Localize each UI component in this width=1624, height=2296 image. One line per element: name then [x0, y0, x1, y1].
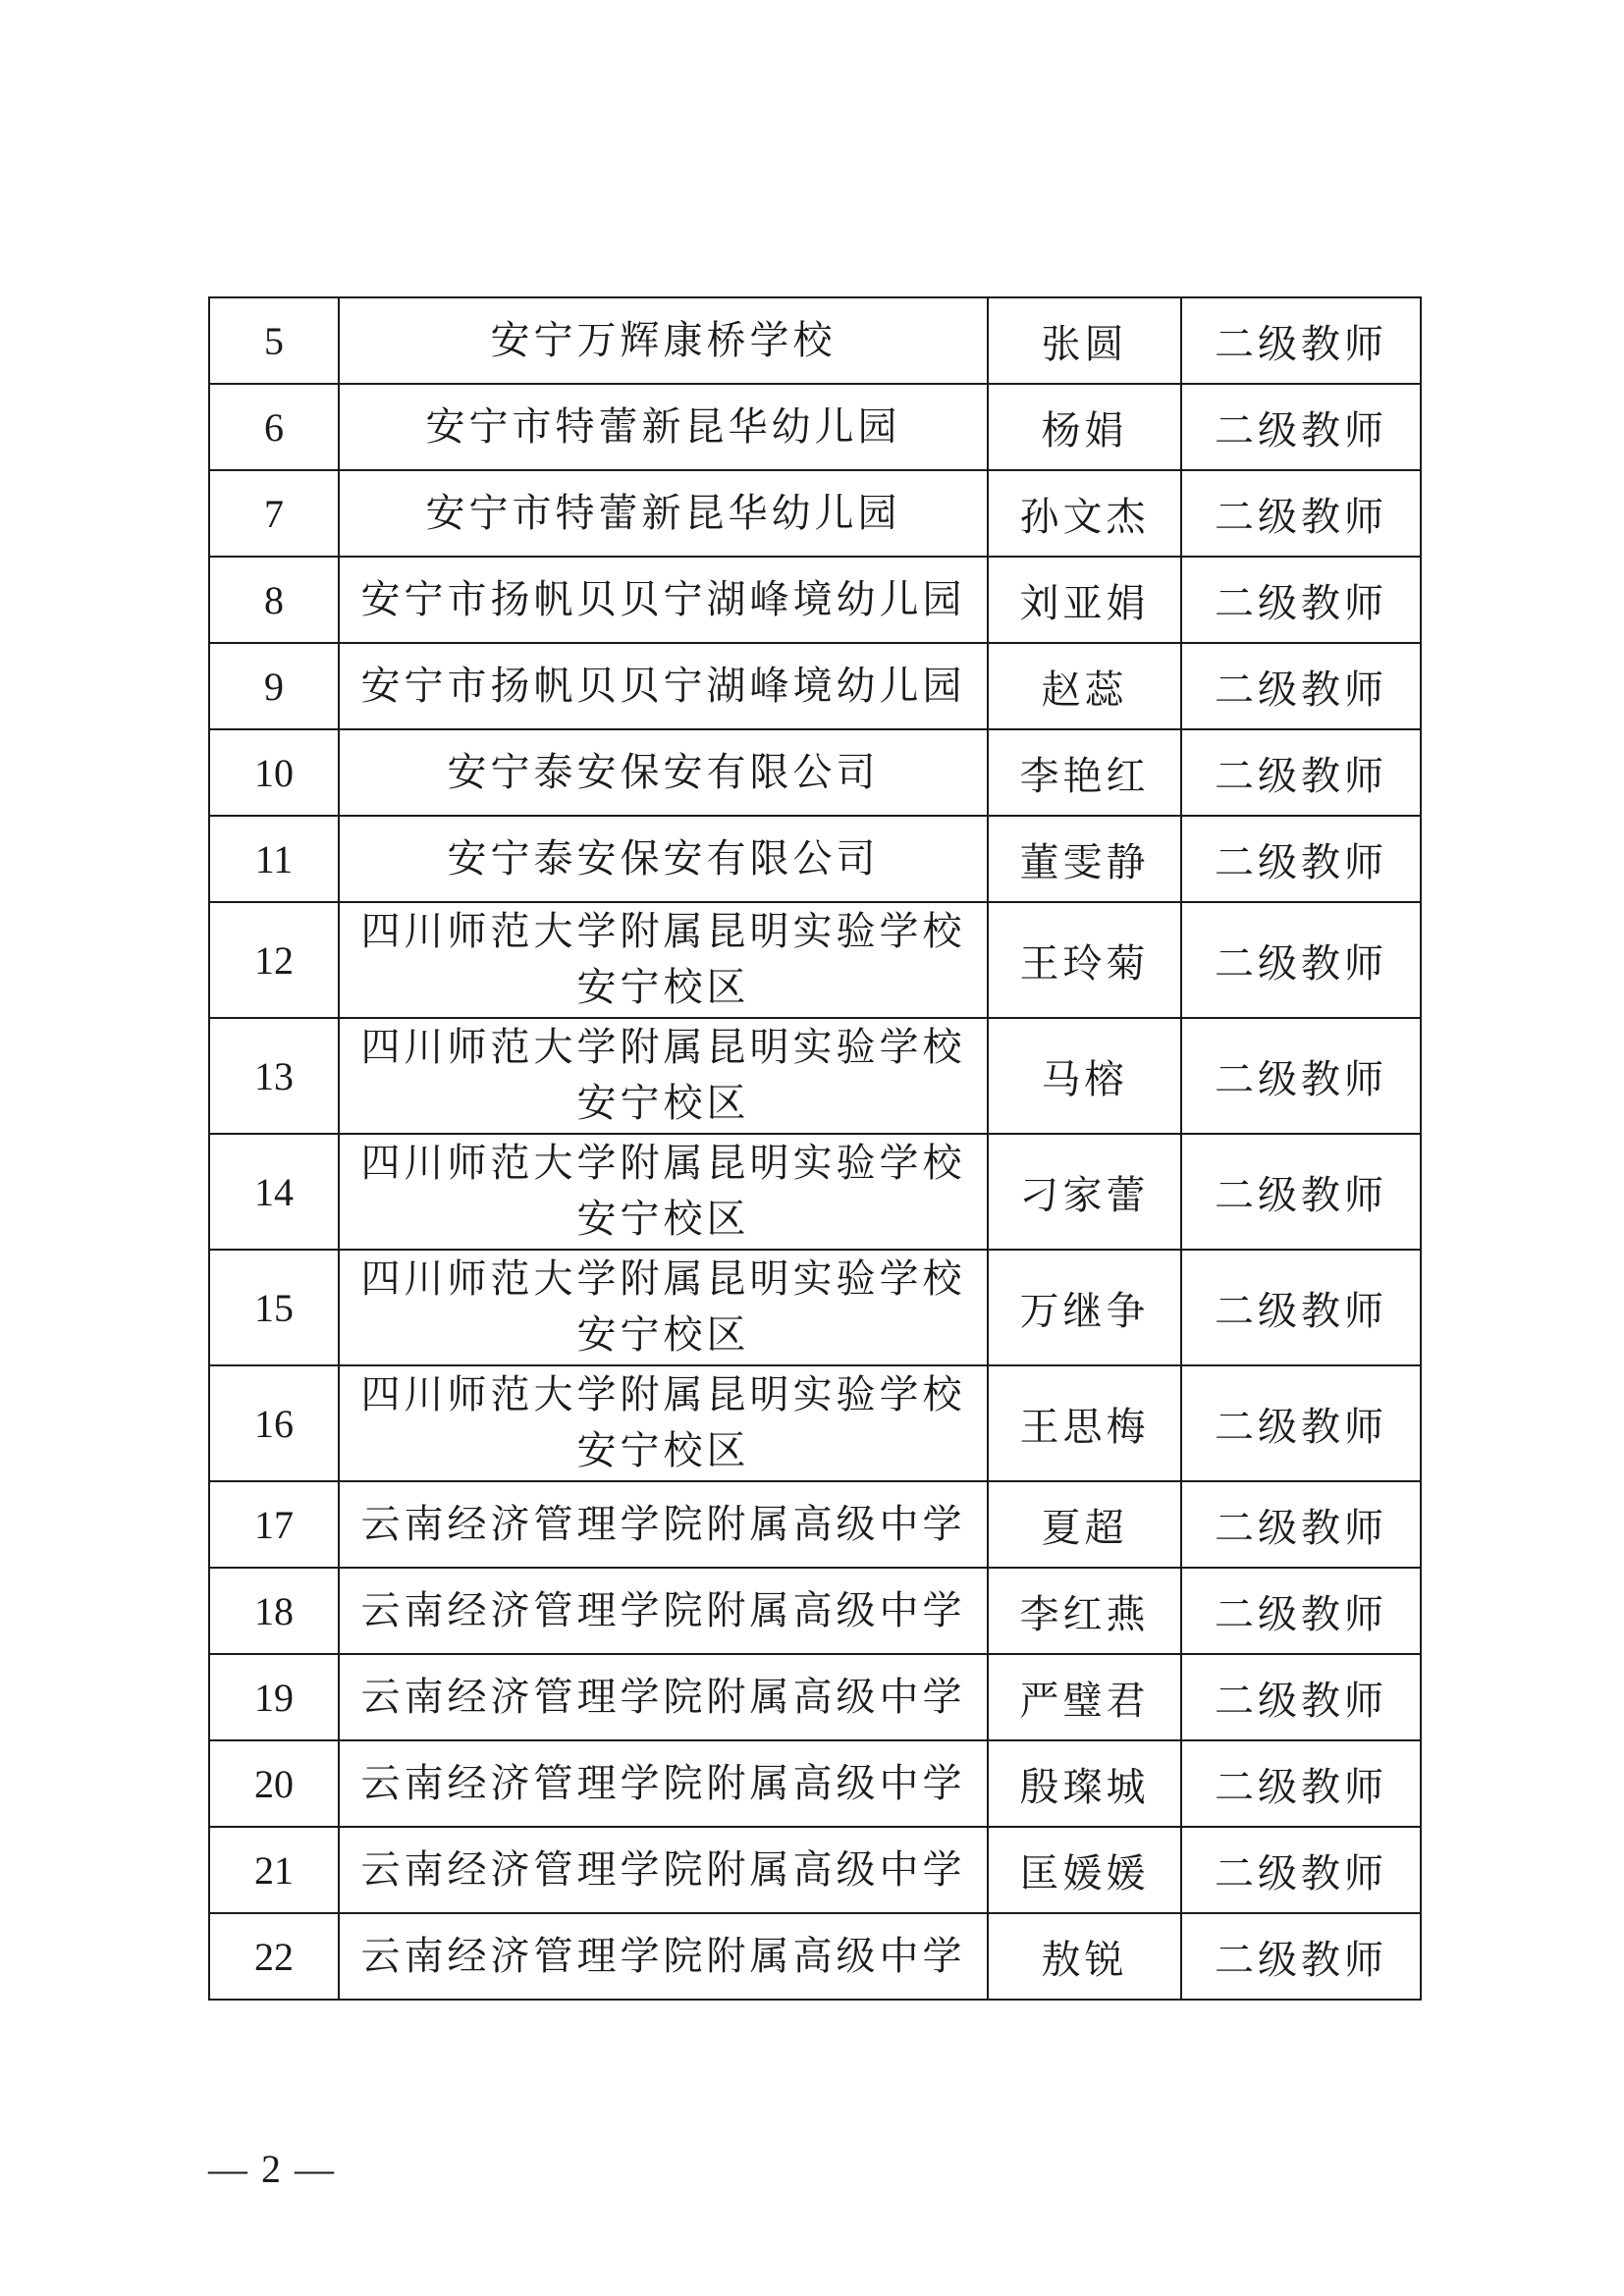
- table-row: [209, 643, 1421, 729]
- table-row: [209, 470, 1421, 557]
- table-row: [209, 816, 1421, 902]
- name-cell: 张圆: [988, 297, 1181, 384]
- unit-cell: [339, 384, 988, 470]
- name-cell: 夏超: [988, 1481, 1181, 1568]
- row-number-cell: 17: [209, 1481, 339, 1568]
- name-cell: 王思梅: [988, 1365, 1181, 1481]
- row-number-cell: 9: [209, 643, 339, 729]
- table-row: [209, 1250, 1421, 1365]
- unit-line: 安宁校区: [576, 1197, 750, 1242]
- title-cell: 二级教师: [1181, 470, 1421, 557]
- unit-cell: [339, 1740, 988, 1827]
- title-cell: 二级教师: [1181, 1568, 1421, 1654]
- table-row: [209, 1365, 1421, 1481]
- unit-cell: [339, 1018, 988, 1134]
- unit-line: 云南经济管理学院附属高级中学: [360, 1501, 966, 1547]
- unit-line: 四川师范大学附属昆明实验学校: [360, 1025, 966, 1070]
- title-cell: 二级教师: [1181, 1481, 1421, 1568]
- name-cell: 李红燕: [988, 1568, 1181, 1654]
- row-number-cell: 7: [209, 470, 339, 557]
- unit-line: 四川师范大学附属昆明实验学校: [360, 1372, 966, 1417]
- unit-line: 四川师范大学附属昆明实验学校: [360, 909, 966, 954]
- title-cell: 二级教师: [1181, 1913, 1421, 2000]
- unit-line: 安宁泰安保安有限公司: [447, 749, 880, 795]
- unit-cell: [339, 902, 988, 1018]
- unit-line: 云南经济管理学院附属高级中学: [360, 1587, 966, 1633]
- name-cell: 王玲菊: [988, 902, 1181, 1018]
- unit-line: 四川师范大学附属昆明实验学校: [360, 1256, 966, 1302]
- name-cell: 董雯静: [988, 816, 1181, 902]
- table-row: [209, 1740, 1421, 1827]
- unit-line: 安宁市特蕾新昆华幼儿园: [425, 490, 901, 536]
- unit-line: 安宁校区: [576, 1081, 750, 1126]
- table-row: [209, 1913, 1421, 2000]
- unit-cell: [339, 470, 988, 557]
- name-cell: 马榕: [988, 1018, 1181, 1134]
- unit-line: 安宁万辉康桥学校: [490, 317, 837, 363]
- table-row: [209, 729, 1421, 816]
- table-row: [209, 297, 1421, 384]
- roster-table-body: [209, 297, 1421, 2000]
- page-number: — 2 —: [208, 2147, 336, 2191]
- row-number-cell: 22: [209, 1913, 339, 2000]
- table-row: [209, 384, 1421, 470]
- row-number-cell: 16: [209, 1365, 339, 1481]
- table-row: [209, 1654, 1421, 1740]
- unit-cell: [339, 1481, 988, 1568]
- name-cell: 李艳红: [988, 729, 1181, 816]
- unit-line: 安宁校区: [576, 965, 750, 1010]
- row-number-cell: 5: [209, 297, 339, 384]
- table-row: [209, 1481, 1421, 1568]
- name-cell: 杨娟: [988, 384, 1181, 470]
- name-cell: 孙文杰: [988, 470, 1181, 557]
- row-number-cell: 20: [209, 1740, 339, 1827]
- title-cell: 二级教师: [1181, 729, 1421, 816]
- table-row: [209, 1568, 1421, 1654]
- unit-line: 安宁市特蕾新昆华幼儿园: [425, 403, 901, 450]
- unit-line: 四川师范大学附属昆明实验学校: [360, 1141, 966, 1186]
- name-cell: 赵蕊: [988, 643, 1181, 729]
- row-number-cell: 8: [209, 557, 339, 643]
- roster-table: [208, 296, 1422, 2001]
- title-cell: 二级教师: [1181, 1250, 1421, 1365]
- title-cell: 二级教师: [1181, 902, 1421, 1018]
- unit-cell: [339, 816, 988, 902]
- name-cell: 殷璨城: [988, 1740, 1181, 1827]
- name-cell: 敖锐: [988, 1913, 1181, 2000]
- row-number-cell: 6: [209, 384, 339, 470]
- title-cell: 二级教师: [1181, 816, 1421, 902]
- row-number-cell: 13: [209, 1018, 339, 1134]
- title-cell: 二级教师: [1181, 1654, 1421, 1740]
- row-number-cell: 12: [209, 902, 339, 1018]
- unit-cell: [339, 1365, 988, 1481]
- row-number-cell: 21: [209, 1827, 339, 1913]
- name-cell: 刘亚娟: [988, 557, 1181, 643]
- unit-line: 云南经济管理学院附属高级中学: [360, 1760, 966, 1806]
- row-number-cell: 18: [209, 1568, 339, 1654]
- title-cell: 二级教师: [1181, 643, 1421, 729]
- unit-cell: [339, 557, 988, 643]
- row-number-cell: 15: [209, 1250, 339, 1365]
- unit-line: 云南经济管理学院附属高级中学: [360, 1674, 966, 1720]
- unit-line: 安宁校区: [576, 1428, 750, 1473]
- name-cell: 匡媛媛: [988, 1827, 1181, 1913]
- unit-cell: [339, 1654, 988, 1740]
- name-cell: 刁家蕾: [988, 1134, 1181, 1250]
- title-cell: 二级教师: [1181, 557, 1421, 643]
- unit-cell: [339, 1568, 988, 1654]
- unit-cell: [339, 297, 988, 384]
- unit-line: 安宁泰安保安有限公司: [447, 835, 880, 881]
- unit-line: 云南经济管理学院附属高级中学: [360, 1933, 966, 1979]
- table-row: [209, 1018, 1421, 1134]
- unit-line: 云南经济管理学院附属高级中学: [360, 1846, 966, 1893]
- unit-line: 安宁校区: [576, 1312, 750, 1358]
- unit-cell: [339, 1134, 988, 1250]
- row-number-cell: 19: [209, 1654, 339, 1740]
- title-cell: 二级教师: [1181, 384, 1421, 470]
- row-number-cell: 10: [209, 729, 339, 816]
- title-cell: 二级教师: [1181, 1018, 1421, 1134]
- table-row: [209, 1134, 1421, 1250]
- table-row: [209, 557, 1421, 643]
- unit-cell: [339, 729, 988, 816]
- unit-cell: [339, 1250, 988, 1365]
- unit-cell: [339, 643, 988, 729]
- unit-line: 安宁市扬帆贝贝宁湖峰境幼儿园: [360, 576, 966, 622]
- title-cell: 二级教师: [1181, 297, 1421, 384]
- name-cell: 万继争: [988, 1250, 1181, 1365]
- title-cell: 二级教师: [1181, 1134, 1421, 1250]
- title-cell: 二级教师: [1181, 1365, 1421, 1481]
- title-cell: 二级教师: [1181, 1827, 1421, 1913]
- table-row: [209, 902, 1421, 1018]
- unit-cell: [339, 1913, 988, 2000]
- unit-line: 安宁市扬帆贝贝宁湖峰境幼儿园: [360, 663, 966, 709]
- title-cell: 二级教师: [1181, 1740, 1421, 1827]
- name-cell: 严璧君: [988, 1654, 1181, 1740]
- row-number-cell: 11: [209, 816, 339, 902]
- table-row: [209, 1827, 1421, 1913]
- row-number-cell: 14: [209, 1134, 339, 1250]
- unit-cell: [339, 1827, 988, 1913]
